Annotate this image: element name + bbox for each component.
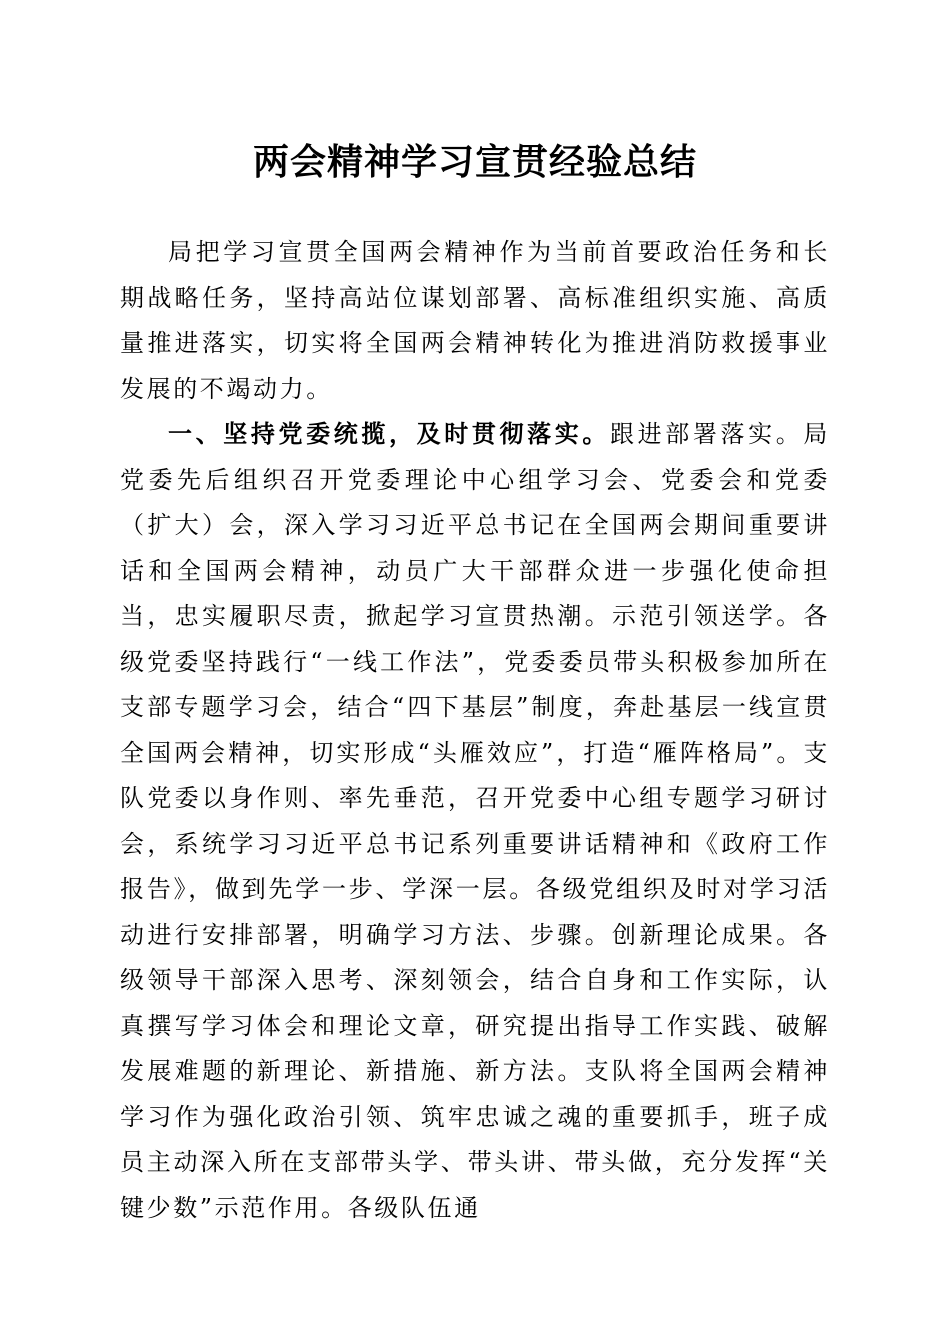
section-one-paragraph [120, 412, 830, 1231]
document-body [120, 230, 830, 1231]
section-one-heading: 一、坚持党委统揽，及时贯彻落实。 [168, 420, 611, 448]
document-title: 两会精神学习宣贯经验总结 [252, 141, 697, 183]
intro-paragraph-text: 局把学习宣贯全国两会精神作为当前首要政治任务和长期战略任务，坚持高站位谋划部署、高标准组织实施、高质量推进落实，切实将全国两会精神转化为推进消防救援事业发展的不竭动力。 [120, 238, 830, 403]
section-one-text: 跟进部署落实。局党委先后组织召开党委理论中心组学习会、党委会和党委（扩大）会，深入学习习近平总书记在全国两会期间重要讲话和全国两会精神，动员广大干部群众进一步强化使命担当，忠实履职尽责，掀起学习宣贯热潮。示范引领送学。各级党委坚持践行“一线工作法”，党委委员带头积极参加所在支部专题学习会，结合“四下基层”制度，奔赴基层一线宣贯全国两会精神，切实形成“头雁效应”，打造“雁阵格局”。支队党委以身作则、率先垂范，召开党委中心组专题学习研讨会，系统学习习近平总书记系列重要讲话精神和《政府工作报告》，做到先学一步、学深一层。各级党组织及时对学习活动进行安排部署，明确学习方法、步骤。创新理论成果。各级领导干部深入思考、深刻领会，结合自身和工作实际，认真撰写学习体会和理论文章，研究提出指导工作实践、破解发展难题的新理论、新措施、新方法。支队将全国两会精神学习作为强化政治引领、筑牢忠诚之魂的重要抓手，班子成员主动深入所在支部带头学、带头讲、带头做，充分发挥“关键少数”示范作用。各级队伍通 [120, 420, 830, 1222]
intro-paragraph [120, 230, 830, 412]
